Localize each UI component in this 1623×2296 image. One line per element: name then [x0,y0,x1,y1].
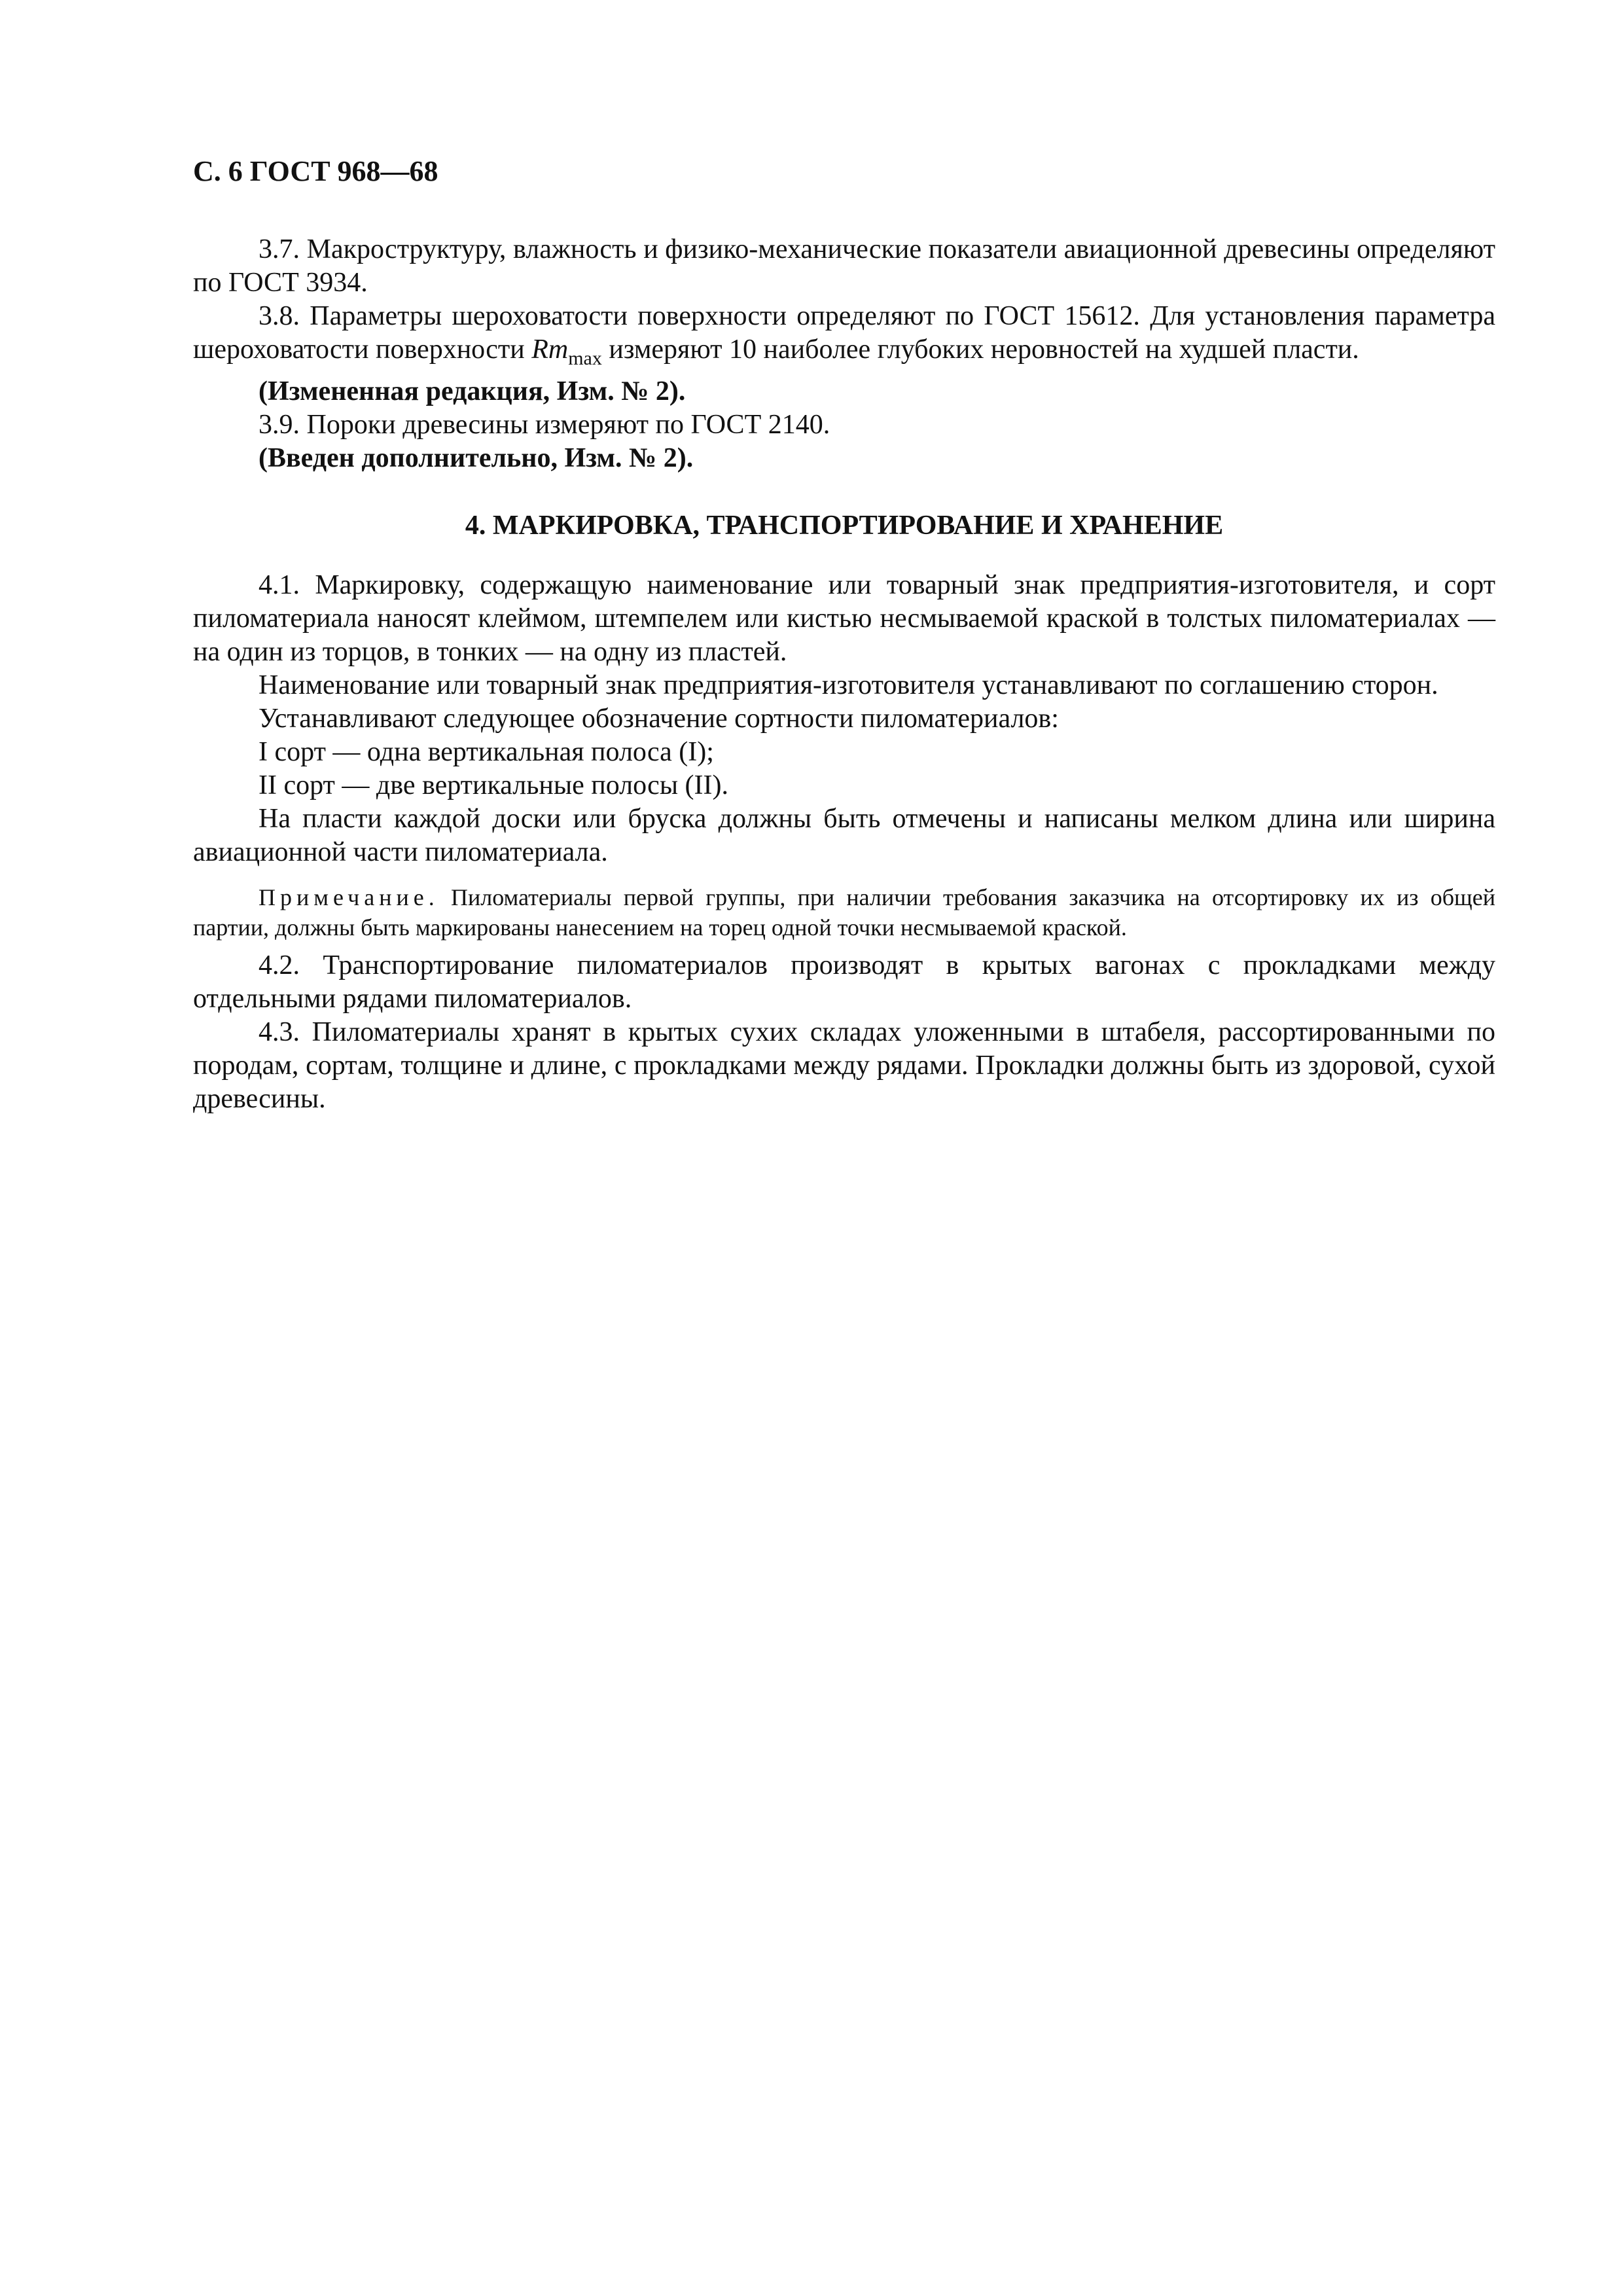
document-page [193,152,1495,1116]
grade-1-line: I сорт — одна вертикальная полоса (I); [259,737,714,767]
paragraph-3-8 [193,300,1495,375]
roughness-subscript: max [568,348,602,369]
paragraph-4-3: 4.3. Пиломатериалы хранят в крытых сухих складах уложенными в штабеля, рассортированными по породам, сортам, толщине и длине, с прокладками между рядами. Прокладки должны быть из здоровой, сухой древесины. [193,1017,1495,1114]
page-header: С. 6 ГОСТ 968—68 [193,155,438,187]
amendment-note-3-8: (Измененная редакция, Изм. № 2). [259,376,686,406]
section-4-title: 4. МАРКИРОВКА, ТРАНСПОРТИРОВАНИЕ И ХРАНЕНИЕ [465,511,1224,541]
paragraph-4-1-name: Наименование или товарный знак предприятия-изготовителя устанавливают по соглашению сторон. [259,670,1438,700]
grade-2-line: II сорт — две вертикальные полосы (II). [259,770,728,800]
paragraph-3-9: 3.9. Пороки древесины измеряют по ГОСТ 2140. [259,410,830,440]
paragraph-3-8-after: измеряют 10 наиболее глубоких неровностей на худшей пласти. [601,334,1359,365]
paragraph-4-2: 4.2. Транспортирование пиломатериалов производят в крытых вагонах с прокладками между отдельными рядами пиломатериалов. [193,950,1495,1014]
note-text: Пиломатериалы первой группы, при наличии требования заказчика на отсортировку их из общей партии, должны быть маркированы нанесением на торец одной точки несмываемой краской. [193,884,1495,941]
paragraph-4-1-chalk: На пласти каждой доски или бруска должны быть отмечены и написаны мелком длина или ширина авиационной части пиломатериала. [193,804,1495,867]
paragraph-3-8-before: 3.8. Параметры шероховатости поверхности определяют по ГОСТ 15612. Для установления параметра шероховатости поверхности [193,301,1495,365]
paragraph-4-1: 4.1. Маркировку, содержащую наименование или товарный знак предприятия-изготовителя, и сорт пиломатериала наносят клеймом, штемпелем или кистью несмываемой краской в толстых пиломатериалах — на один из торцов, в тонких — на одну из пластей. [193,570,1495,667]
note [193,882,1495,942]
roughness-symbol: Rm [531,334,569,365]
paragraph-3-7: 3.7. Макроструктуру, влажность и физико-механические показатели авиационной древесины определяют по ГОСТ 3934. [193,234,1495,298]
note-label: Примечание. [259,884,439,910]
amendment-note-3-9: (Введен дополнительно, Изм. № 2). [259,443,694,473]
paragraph-4-1-grades-intro: Устанавливают следующее обозначение сортности пиломатериалов: [259,704,1059,734]
